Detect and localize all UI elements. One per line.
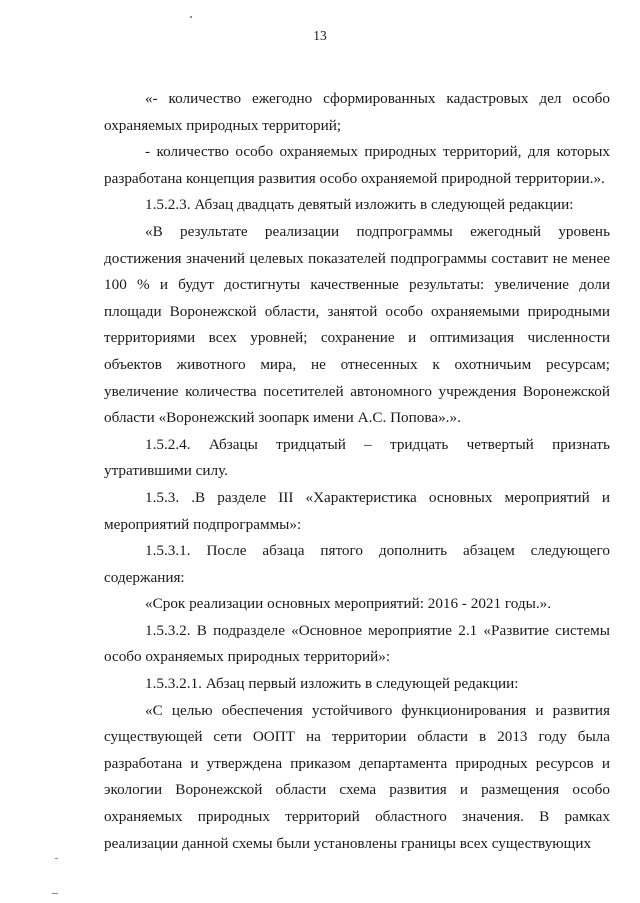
paragraph-11: «С целью обеспечения устойчивого функционирования и развития существующей сети ООПТ на территории области в 2013 году была разработана и утверждена приказом департамента природных ресурсов и экологии Воронежской области схема развития и размещения особо охраняемых природных территорий областного значения. В рамках реализации данной схемы были установлены границы всех существующих [104,701,610,852]
paragraph-9: 1.5.3.2. В подразделе «Основное мероприятие 2.1 «Развитие системы особо охраняемых природных территорий»: [104,621,610,666]
paragraph-1: «- количество ежегодно сформированных кадастровых дел особо охраняемых природных территорий; [104,90,610,134]
paragraph-4: «В результате реализации подпрограммы ежегодный уровень достижения значений целевых показателей подпрограммы составит не менее 100 % и будут достигнуты качественные результаты: увеличение доли площади Воронежской области, занятой особо охраняемыми природными территориями всех уровней; сохранение и оптимизация численности объектов животного мира, не отнесенных к охотничьим ресурсам; увеличение количества посетителей автономного учреждения Воронежской области «Воронежский зоопарк имени А.С. Попова».». [104,222,610,427]
scan-artifact [52,893,58,894]
scan-artifact [190,16,192,18]
paragraph-2: - количество особо охраняемых природных территорий, для которых разработана концепция развития особо охраняемой природной территории.». [104,143,610,187]
document-body [104,86,610,857]
paragraph-3: 1.5.2.3. Абзац двадцать девятый изложить в следующей редакции: [145,196,574,214]
paragraph-7: 1.5.3.1. После абзаца пятого дополнить абзацем следующего содержания: [104,542,610,586]
page-number: 13 [313,28,327,43]
scan-artifact [55,858,58,859]
paragraph-6: 1.5.3. .В разделе III «Характеристика основных мероприятий и мероприятий подпрограммы»: [104,488,610,533]
paragraph-8: «Срок реализации основных мероприятий: 2016 - 2021 годы.». [145,595,552,613]
paragraph-5: 1.5.2.4. Абзацы тридцатый – тридцать четвертый признать утратившими силу. [104,435,610,480]
paragraph-10: 1.5.3.2.1. Абзац первый изложить в следующей редакции: [145,675,519,693]
